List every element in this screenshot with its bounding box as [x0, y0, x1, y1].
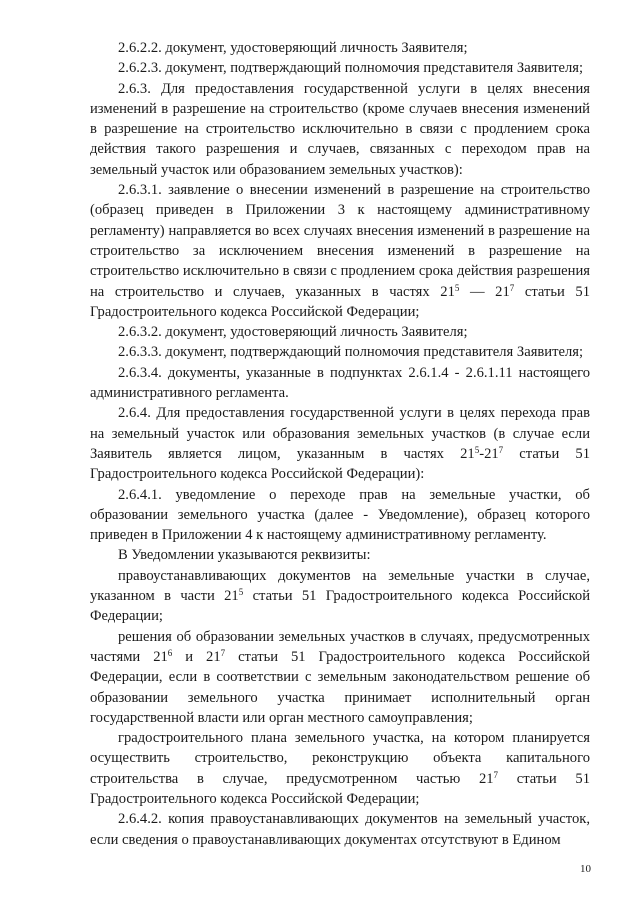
- superscript: 6: [167, 647, 173, 658]
- paragraph: [90, 79, 590, 180]
- text-run: — 21: [459, 283, 510, 300]
- text-run: 2.6.3.2. документ, удостоверяющий личность Заявителя;: [118, 324, 468, 341]
- text-run: 2.6.4.1. уведомление о переходе прав на земельные участки, об образовании земельного участка (далее - Уведомление), образец которого приведен в Приложении 4 к настоящему административному регламенту.: [90, 486, 590, 544]
- text-run: и 21: [172, 648, 221, 665]
- text-run: 2.6.4. Для предоставления государственной услуги в целях перехода прав на земельный участок или образования земельных участков (в случае если Заявитель является лицом, указанным в частях 21: [90, 405, 590, 462]
- page-number: 10: [580, 863, 591, 875]
- text-run: -21: [479, 445, 499, 462]
- paragraph: [90, 363, 590, 404]
- paragraph: [90, 38, 590, 58]
- text-run: 2.6.4.2. копия правоустанавливающих документов на земельный участок, если сведения о правоустанавливающих документах отсутствуют в Едином: [90, 811, 590, 848]
- paragraph: [90, 627, 590, 728]
- superscript: 7: [509, 282, 515, 293]
- paragraph: [90, 322, 590, 342]
- superscript: 7: [493, 769, 499, 780]
- paragraph: [90, 809, 590, 850]
- text-run: 2.6.2.2. документ, удостоверяющий личность Заявителя;: [118, 40, 468, 56]
- text-run: 2.6.3. Для предоставления государственной услуги в целях внесения изменений в разрешение на строительство (кроме случаев внесения изменений в разрешение на строительство исключительно в связи с продлением срока действия такого разрешения и случаев, связанных с переходом прав на земельный участок или образованием земельных участков):: [90, 80, 590, 178]
- text-run: статьи 51 Градостроительного кодекса Российской Федерации):: [90, 445, 590, 483]
- text-run: 2.6.3.1. заявление о внесении изменений в разрешение на строительство (образец приведен в Приложении 3 к настоящему административному регламенту) направляется во всех случаях внесения изменений в разрешение на строительство за исключением внесения изменений в разрешение на строительство исключительно в связи с продлением срока действия разрешения на строительство и случаев, указанных в частях 21: [90, 182, 590, 300]
- document-body: [90, 38, 590, 850]
- paragraph: [90, 728, 590, 809]
- superscript: 5: [474, 444, 480, 455]
- text-run: статьи 51 Градостроительного кодекса Российской Федерации, если в соответствии с земельным законодательством решение об образовании земельного участка принимает исполнительный орган государственной власти или орган местного самоуправления;: [90, 648, 591, 726]
- paragraph: [90, 58, 590, 78]
- text-run: 2.6.2.3. документ, подтверждающий полномочия представителя Заявителя;: [118, 60, 584, 77]
- superscript: 7: [498, 444, 504, 455]
- text-run: статьи 51 Градостроительного кодекса Российской Федерации;: [90, 283, 591, 320]
- superscript: 7: [220, 647, 226, 658]
- paragraph: [90, 342, 590, 362]
- paragraph: [90, 485, 590, 546]
- text-run: 2.6.3.4. документы, указанные в подпунктах 2.6.1.4 - 2.6.1.11 настоящего административного регламента.: [90, 364, 590, 402]
- text-run: решения об образовании земельных участков в случаях, предусмотренных частями 21: [90, 628, 590, 665]
- text-run: градостроительного плана земельного участка, на котором планируется осуществить строительство, реконструкцию объекта капитального строительства в случае, предусмотренном частью 21: [90, 730, 590, 787]
- paragraph: [90, 403, 590, 484]
- text-run: В Уведомлении указываются реквизиты:: [118, 547, 371, 564]
- paragraph: [90, 566, 590, 627]
- paragraph: [90, 545, 590, 565]
- text-run: статьи 51 Градостроительного кодекса Российской Федерации;: [90, 770, 590, 807]
- text-run: 2.6.3.3. документ, подтверждающий полномочия представителя Заявителя;: [118, 344, 584, 361]
- superscript: 5: [238, 587, 244, 598]
- superscript: 5: [454, 282, 460, 293]
- text-run: правоустанавливающих документов на земельные участки в случае, указанном в части 21: [90, 567, 590, 605]
- paragraph: [90, 180, 590, 322]
- text-run: статьи 51 Градостроительного кодекса Российской Федерации;: [90, 588, 591, 625]
